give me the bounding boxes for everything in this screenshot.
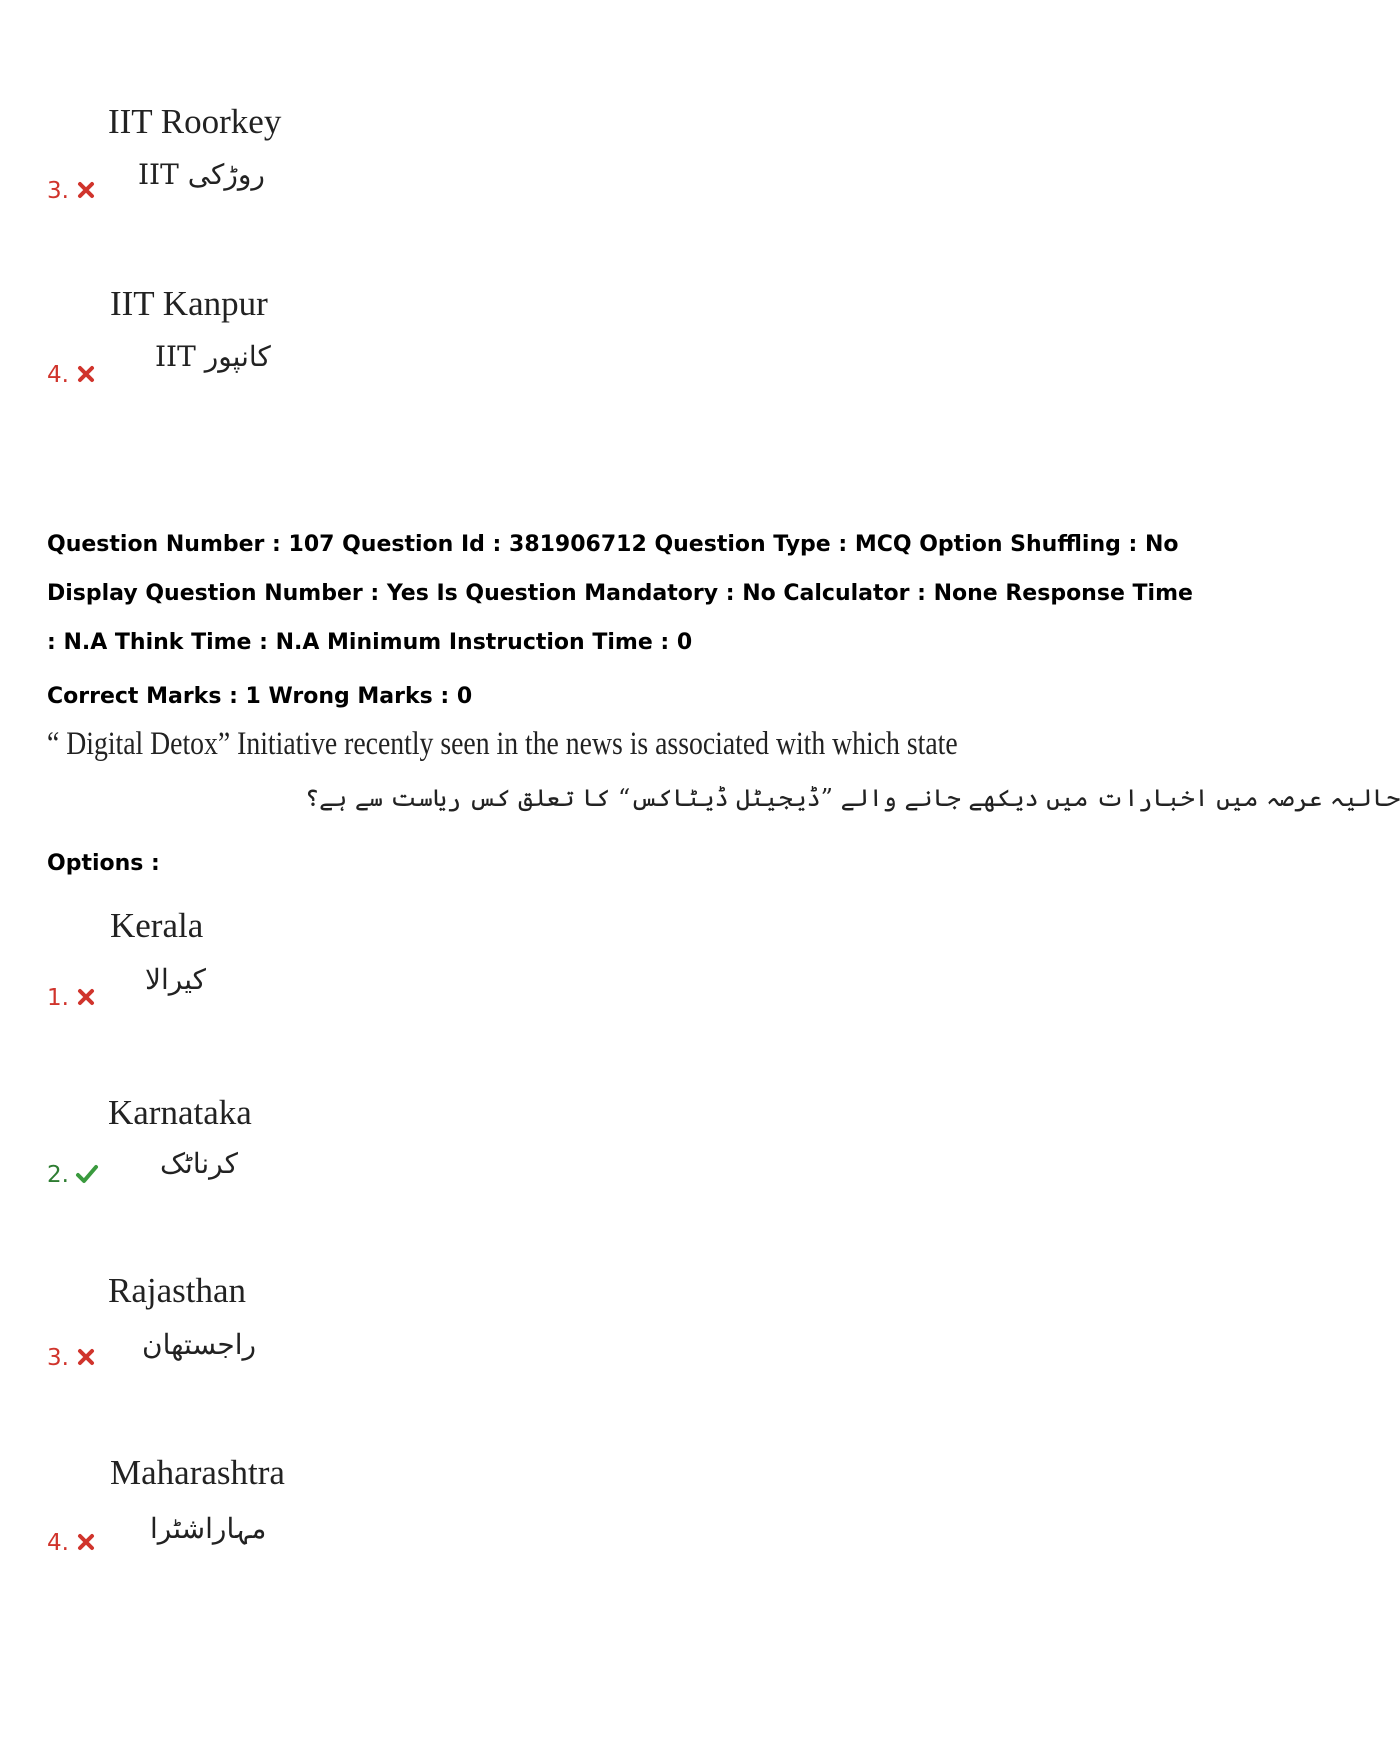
option-text-ur: کرناٹک — [160, 1147, 238, 1180]
option-number: 3. — [47, 178, 69, 204]
options-label: Options : — [47, 851, 160, 876]
question-text-en: “ Digital Detox” Initiative recently seen in the news is associated with which state — [47, 726, 958, 762]
option-number: 3. — [47, 1345, 69, 1371]
question-marks: Correct Marks : 1 Wrong Marks : 0 — [47, 684, 473, 709]
cross-icon — [77, 365, 95, 383]
question-text-ur: حالیہ عرصہ میں اخبارات میں دیکھے جانے والے ”ڈیجیٹل ڈیٹاکس“ کا تعلق کس ریاست سے ہے؟ — [305, 784, 1400, 812]
option-number: 4. — [47, 362, 69, 388]
option-text-ur: روڑکی IIT — [138, 158, 265, 191]
option-number: 1. — [47, 985, 69, 1011]
cross-icon — [77, 988, 95, 1006]
option-text-en: Rajasthan — [108, 1271, 247, 1310]
option-number: 4. — [47, 1530, 69, 1556]
option-text-en: Kerala — [110, 906, 204, 945]
question-meta-line-1: Question Number : 107 Question Id : 381906712 Question Type : MCQ Option Shuffling : No — [47, 532, 1179, 557]
cross-icon — [77, 181, 95, 199]
option-text-ur: کانپور IIT — [155, 340, 271, 373]
check-icon — [76, 1164, 98, 1184]
option-text-en: IIT Roorkey — [108, 102, 282, 141]
option-text-en: Karnataka — [108, 1093, 252, 1132]
cross-icon — [77, 1348, 95, 1366]
option-text-ur: کیرالا — [145, 963, 206, 996]
option-text-en: Maharashtra — [110, 1453, 285, 1492]
option-text-en: IIT Kanpur — [110, 284, 268, 323]
option-number: 2. — [47, 1162, 69, 1188]
option-text-ur: مہاراشٹرا — [150, 1512, 267, 1545]
option-text-ur: راجستھان — [142, 1328, 257, 1361]
question-meta-line-3: : N.A Think Time : N.A Minimum Instruction Time : 0 — [47, 630, 693, 655]
cross-icon — [77, 1533, 95, 1551]
question-meta — [47, 520, 1207, 667]
question-meta-line-2: Display Question Number : Yes Is Question Mandatory : No Calculator : None Response Time — [47, 581, 1193, 606]
